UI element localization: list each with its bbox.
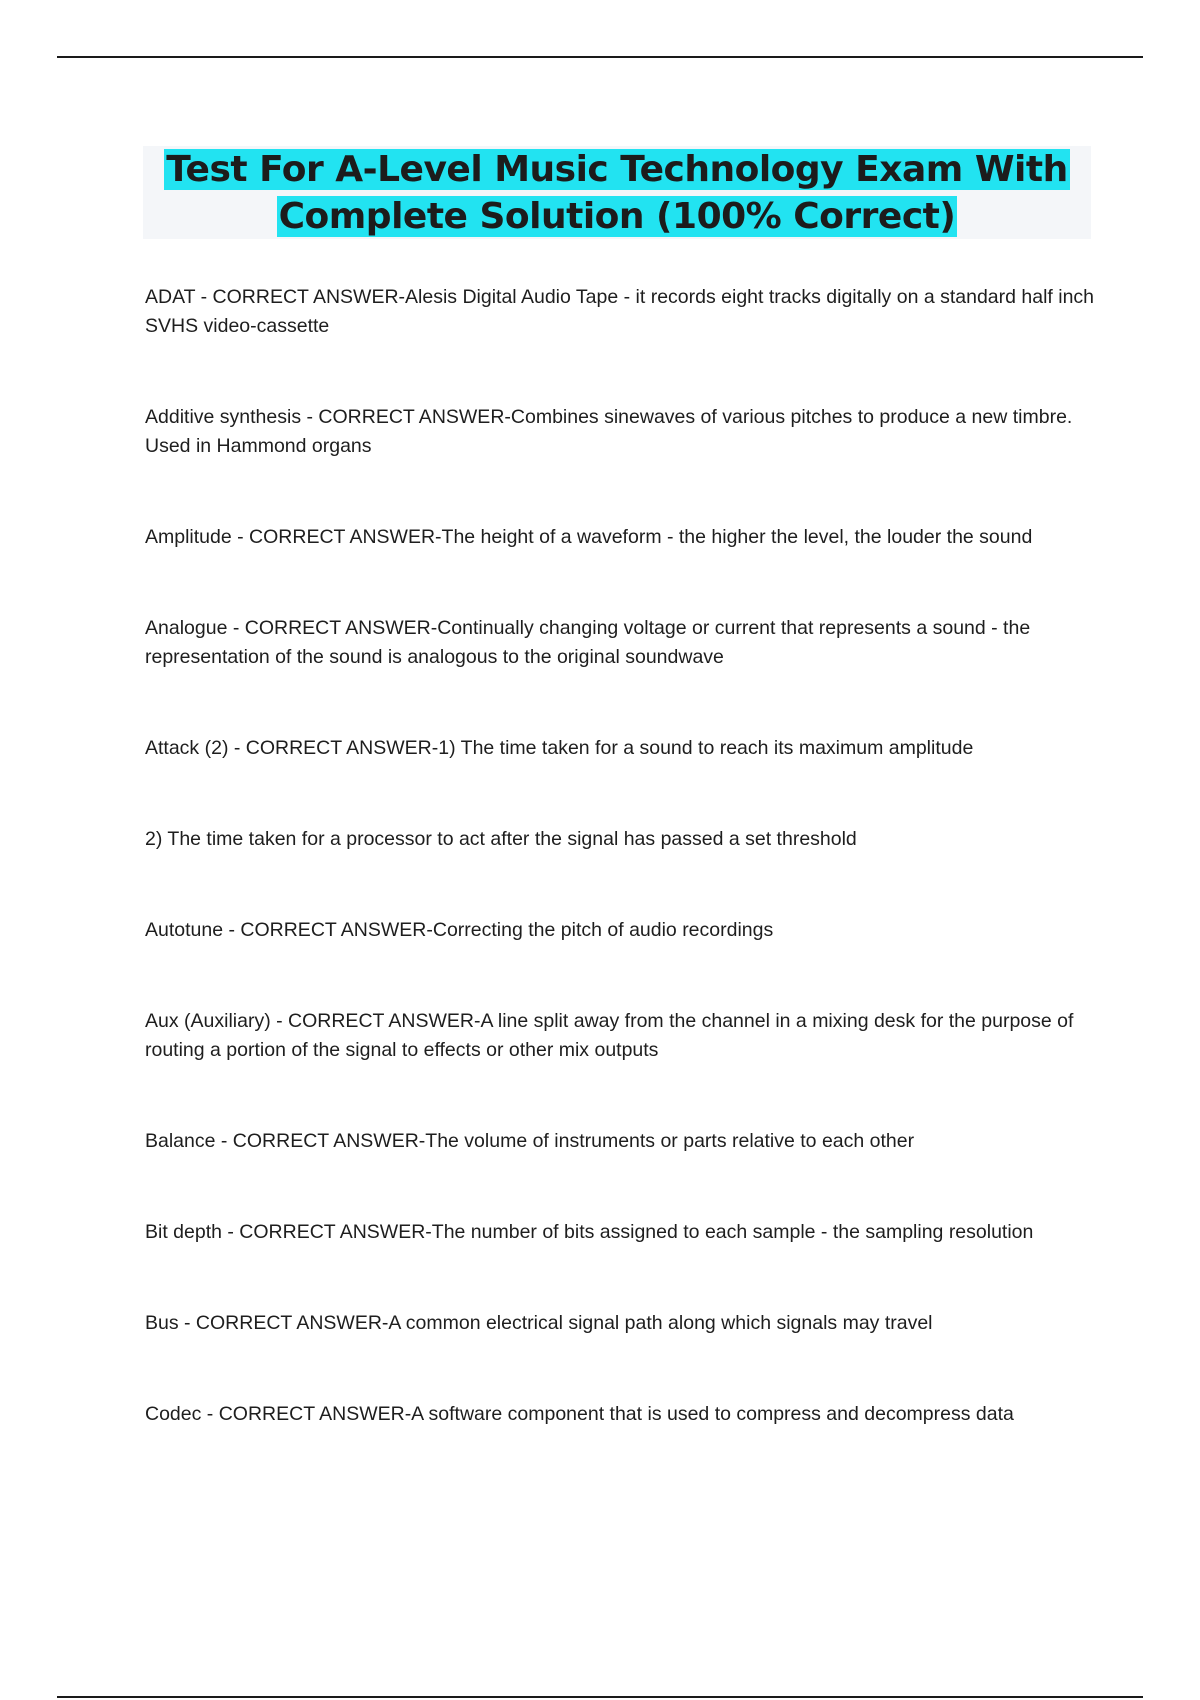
document-title bbox=[143, 146, 1091, 239]
qa-entry: Attack (2) - CORRECT ANSWER-1) The time taken for a sound to reach its maximum amplitude bbox=[145, 737, 974, 759]
qa-entry: Bit depth - CORRECT ANSWER-The number of bits assigned to each sample - the sampling resolution bbox=[145, 1221, 1034, 1243]
qa-entry: Bus - CORRECT ANSWER-A common electrical signal path along which signals may travel bbox=[145, 1312, 933, 1334]
qa-entry: Analogue - CORRECT ANSWER-Continually changing voltage or current that represents a sound - the representation of the sound is analogous to the original soundwave bbox=[145, 617, 1031, 668]
qa-entry: Amplitude - CORRECT ANSWER-The height of a waveform - the higher the level, the louder the sound bbox=[145, 526, 1033, 548]
footer-rule bbox=[57, 1696, 1143, 1698]
qa-entry: ADAT - CORRECT ANSWER-Alesis Digital Audio Tape - it records eight tracks digitally on a standard half inch SVHS video-cassette bbox=[145, 286, 1095, 337]
header-rule bbox=[57, 56, 1143, 58]
qa-entry-list bbox=[145, 283, 1095, 1460]
qa-entry: Additive synthesis - CORRECT ANSWER-Combines sinewaves of various pitches to produce a new timbre. Used in Hammond organs bbox=[145, 406, 1073, 457]
qa-entry: 2) The time taken for a processor to act after the signal has passed a set threshold bbox=[145, 828, 857, 850]
qa-entry: Codec - CORRECT ANSWER-A software component that is used to compress and decompress data bbox=[145, 1403, 1014, 1425]
qa-entry: Autotune - CORRECT ANSWER-Correcting the pitch of audio recordings bbox=[145, 919, 774, 941]
qa-entry: Balance - CORRECT ANSWER-The volume of instruments or parts relative to each other bbox=[145, 1130, 915, 1152]
title-line-2 bbox=[143, 193, 1091, 240]
qa-entry: Aux (Auxiliary) - CORRECT ANSWER-A line split away from the channel in a mixing desk for the purpose of routing a portion of the signal to effects or other mix outputs bbox=[145, 1010, 1074, 1061]
title-line-1-text: Test For A-Level Music Technology Exam With bbox=[166, 149, 1068, 190]
title-line-2-text: Complete Solution (100% Correct) bbox=[278, 196, 956, 237]
title-line-1 bbox=[143, 146, 1091, 193]
